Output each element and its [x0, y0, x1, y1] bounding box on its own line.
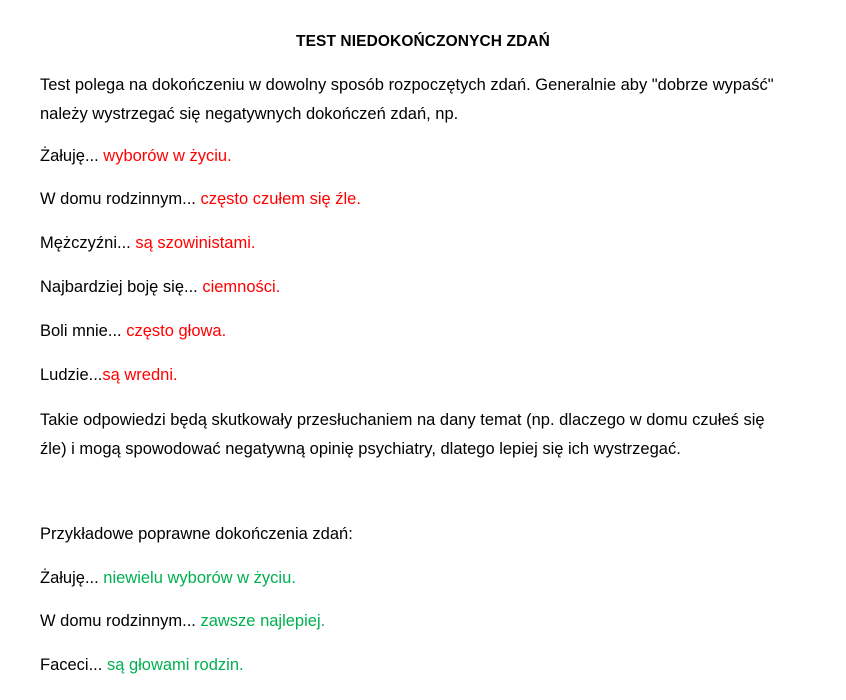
sentence-prefix: Boli mnie... [40, 322, 127, 340]
positive-completion: są głowami rodzin. [106, 656, 244, 674]
warning-line-1: Takie odpowiedzi będą skutkowały przesłuchaniem na dany temat (np. dlaczego w domu czułeś się [40, 411, 765, 429]
bad-example-4 [40, 276, 280, 298]
bad-example-6 [40, 364, 178, 386]
warning-line-2: źle) i mogą spowodować negatywną opinię psychiatry, dlatego lepiej się ich wystrzegać. [40, 440, 681, 458]
intro-line-2: należy wystrzegać się negatywnych dokończeń zdań, np. [40, 105, 459, 123]
bad-example-1 [40, 145, 232, 167]
intro-line-1: Test polega na dokończeniu w dowolny sposób rozpoczętych zdań. Generalnie aby "dobrze wypaść" [40, 76, 774, 94]
good-example-3 [40, 654, 244, 676]
negative-completion: często czułem się źle. [200, 190, 361, 208]
sentence-prefix: Żałuję... [40, 569, 104, 587]
warning-paragraph [40, 406, 820, 464]
bad-example-3 [40, 232, 255, 254]
good-example-1 [40, 567, 296, 589]
bad-example-5 [40, 320, 226, 342]
positive-completion: zawsze najlepiej. [200, 612, 326, 630]
sentence-prefix: Najbardziej boję się... [40, 278, 203, 296]
positive-completion: niewielu wyborów w życiu. [103, 569, 296, 587]
bad-example-2 [40, 188, 361, 210]
sentence-prefix: Faceci... [40, 656, 107, 674]
sentence-prefix: Mężczyźni... [40, 234, 136, 252]
sentence-prefix: W domu rodzinnym... [40, 612, 201, 630]
sentence-prefix: Ludzie... [40, 366, 103, 384]
intro-paragraph [40, 71, 820, 129]
negative-completion: są wredni. [102, 366, 178, 384]
good-example-2 [40, 610, 325, 632]
good-examples-heading: Przykładowe poprawne dokończenia zdań: [40, 525, 353, 543]
sentence-prefix: Żałuję... [40, 147, 104, 165]
negative-completion: wyborów w życiu. [103, 147, 232, 165]
document-title: TEST NIEDOKOŃCZONYCH ZDAŃ [296, 33, 550, 50]
sentence-prefix: W domu rodzinnym... [40, 190, 201, 208]
negative-completion: ciemności. [202, 278, 281, 296]
negative-completion: często głowa. [126, 322, 227, 340]
negative-completion: są szowinistami. [135, 234, 256, 252]
